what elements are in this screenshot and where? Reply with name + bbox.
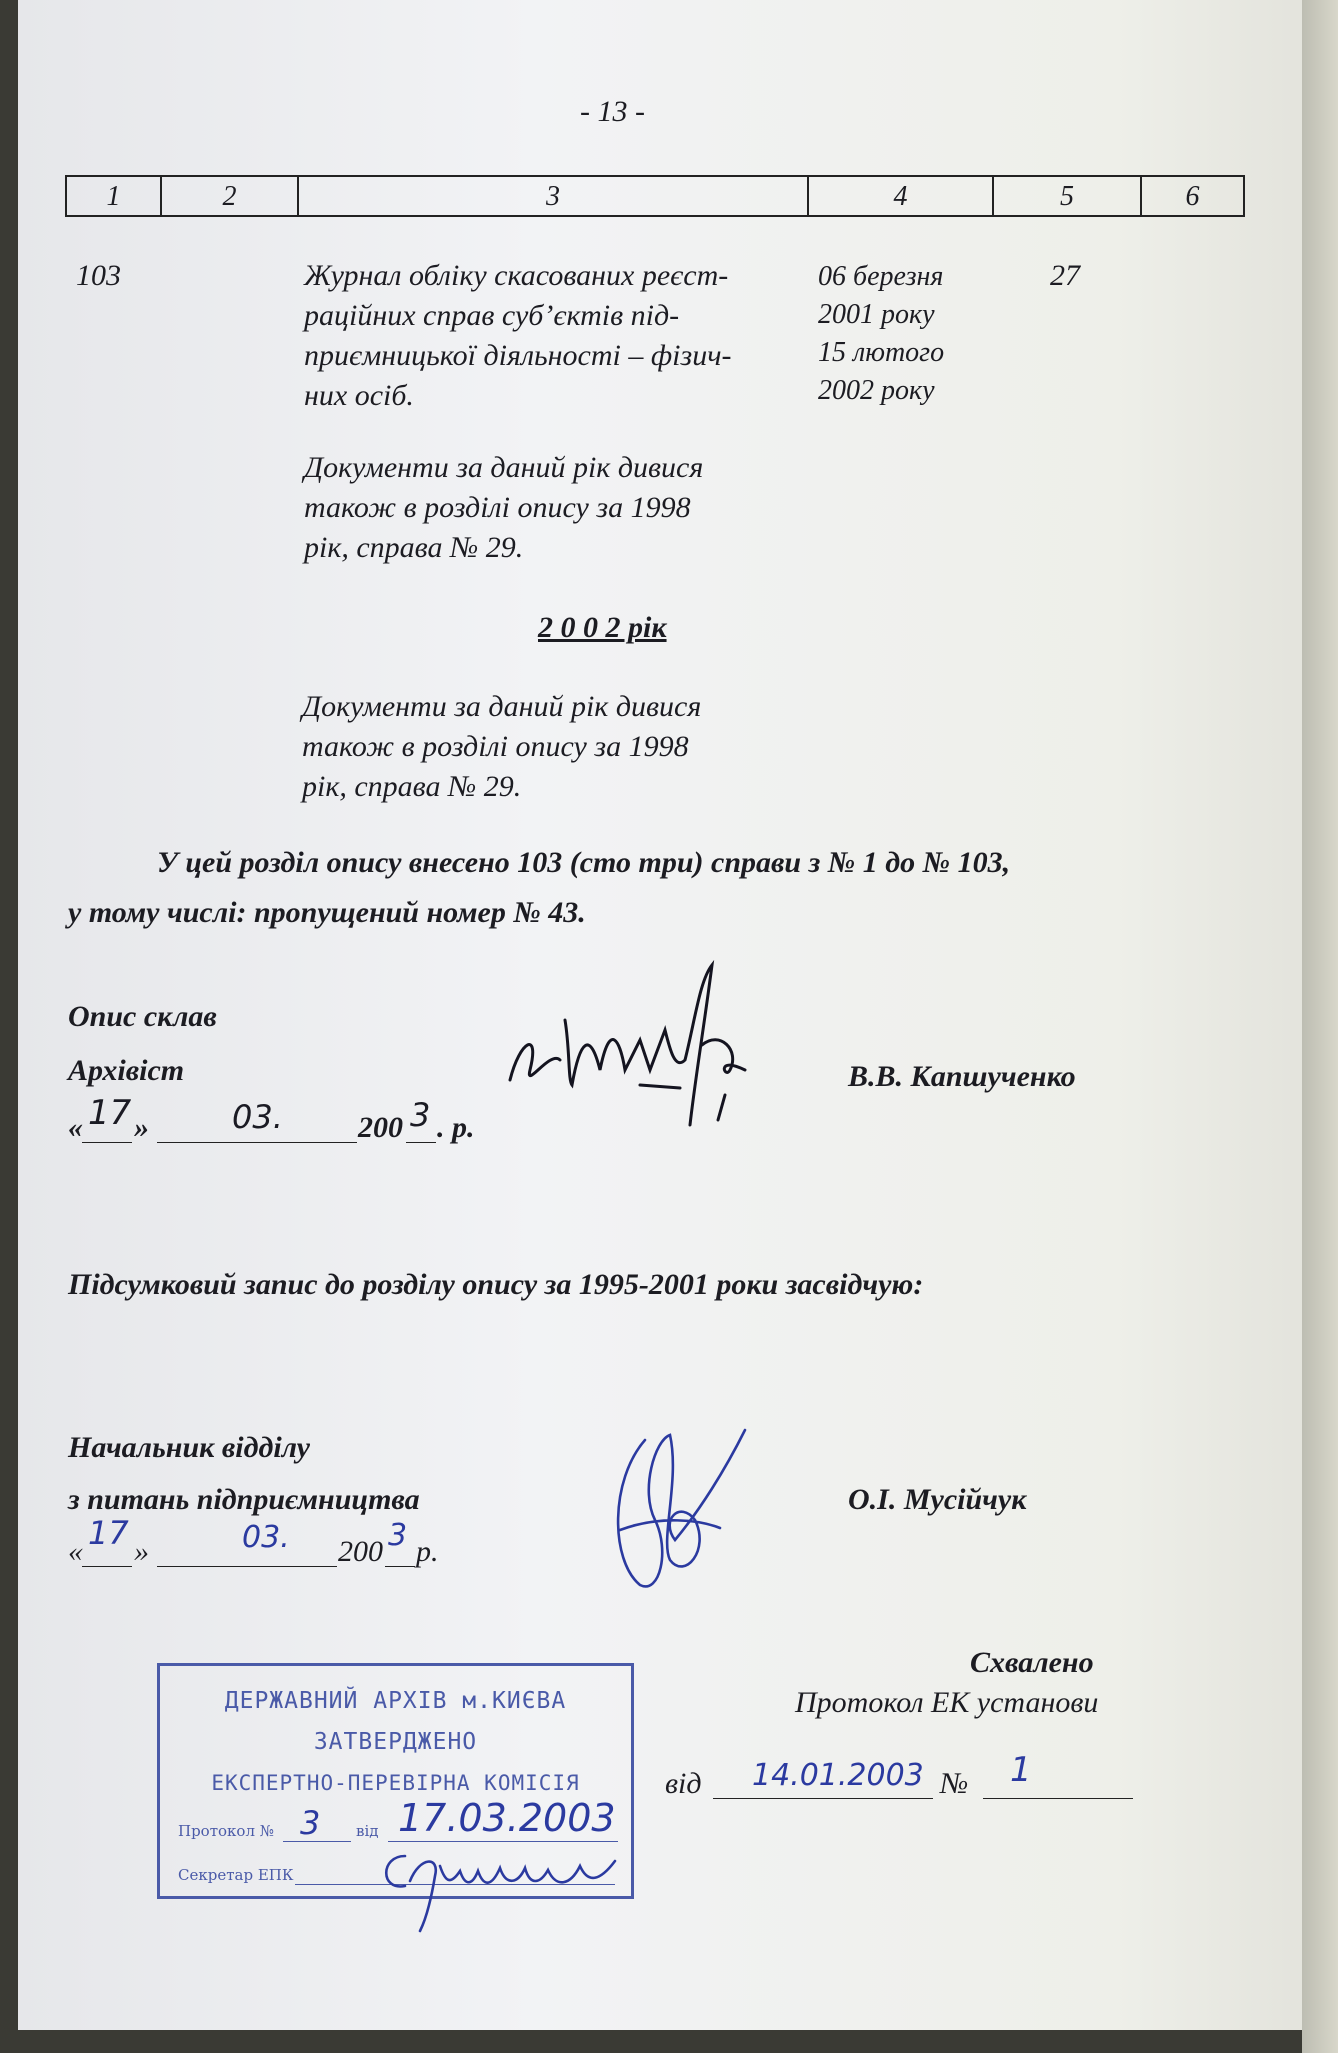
- head-date-close-quote: »: [134, 1535, 149, 1568]
- entry-date-line: 2002 року: [818, 375, 935, 406]
- approval-date: 14.01.2003: [752, 1758, 924, 1793]
- column-header-2: 2: [162, 177, 299, 215]
- approval-subtitle: Протокол ЕК установи: [795, 1686, 1099, 1719]
- approval-title: Схвалено: [970, 1646, 1094, 1679]
- day-blank-line: [82, 1566, 132, 1567]
- stamp-protocol-number: 3: [300, 1804, 321, 1842]
- stamp-secretary-label: Секретар ЕПК: [178, 1866, 294, 1884]
- compiler-date-year-digit: 3: [410, 1096, 431, 1134]
- stamp-protocol-label: Протокол №: [178, 1822, 274, 1840]
- stamp-line-2: ЗАТВЕРДЖЕНО: [313, 1729, 478, 1755]
- page-edge: [1302, 0, 1338, 2053]
- entry-title-line: Журнал обліку скасованих реєст-: [304, 259, 729, 292]
- compiler-position: Архівіст: [68, 1054, 185, 1087]
- compiler-name: В.В. Капшученко: [848, 1060, 1076, 1093]
- stamp-line-3: ЕКСПЕРТНО-ПЕРЕВІРНА КОМІСІЯ: [211, 1771, 580, 1795]
- summary-line-2: у тому числі: пропущений номер № 43.: [68, 896, 586, 929]
- head-signature: [600, 1420, 750, 1595]
- year-blank-line: [406, 1142, 436, 1143]
- stamp-secretary-signature: [360, 1836, 630, 1936]
- entry-sheet-count: 27: [1050, 259, 1080, 292]
- head-date-open-quote: «: [68, 1535, 83, 1568]
- approval-number-label: №: [940, 1767, 969, 1800]
- year-note-line: також в розділі опису за 1998: [302, 730, 689, 763]
- certification-text: Підсумковий запис до розділу опису за 1995-2001 роки засвідчую:: [68, 1268, 924, 1301]
- compiler-date-year-prefix: 200: [358, 1111, 403, 1144]
- head-name: О.І. Мусійчук: [848, 1483, 1027, 1516]
- archive-stamp: [157, 1663, 634, 1899]
- compiler-date-month: 03.: [232, 1098, 283, 1136]
- column-header-1: 1: [67, 177, 162, 215]
- year-note: [302, 687, 802, 807]
- head-position-line-2: з питань підприємництва: [68, 1483, 420, 1516]
- entry-title-line: них осіб.: [304, 379, 414, 412]
- compiler-label: Опис склав: [68, 1000, 217, 1033]
- month-blank-line: [157, 1566, 337, 1567]
- entry-number: 103: [76, 259, 121, 292]
- compiler-date-day: 17: [88, 1093, 132, 1133]
- approval-date-line: [713, 1798, 933, 1799]
- entry-note-line: також в розділі опису за 1998: [304, 491, 691, 524]
- summary-line-1: У цей розділ опису внесено 103 (сто три) справи з № 1 до № 103,: [157, 846, 1011, 879]
- year-note-line: Документи за даний рік дивися: [302, 690, 702, 723]
- column-header-6: 6: [1185, 181, 1200, 212]
- approval-from-label: від: [665, 1767, 702, 1800]
- stamp-from-label: від: [356, 1822, 379, 1840]
- year-blank-line: [385, 1566, 415, 1567]
- compiler-signature: [490, 960, 760, 1130]
- stamp-protocol-date: 17.03.2003: [398, 1796, 616, 1840]
- head-date-day: 17: [88, 1514, 129, 1552]
- month-blank-line: [157, 1142, 357, 1143]
- entry-note: [304, 448, 804, 568]
- entry-dates: [818, 258, 998, 410]
- approval-number-line: [983, 1798, 1133, 1799]
- day-blank-line: [82, 1142, 132, 1143]
- entry-note-line: Документи за даний рік дивися: [304, 451, 704, 484]
- compiler-date-open-quote: «: [68, 1111, 83, 1144]
- head-date-year-digit: 3: [388, 1518, 408, 1553]
- page-number: - 13 -: [580, 95, 645, 128]
- head-date-year-suffix: р.: [416, 1535, 439, 1568]
- entry-date-line: 15 лютого: [818, 337, 945, 368]
- year-note-line: рік, справа № 29.: [302, 770, 522, 803]
- stamp-line-1: ДЕРЖАВНИЙ АРХІВ м.КИЄВА: [224, 1688, 567, 1714]
- column-header-5: 5: [994, 177, 1142, 215]
- compiler-date-year-suffix: . р.: [437, 1111, 475, 1144]
- compiler-date-close-quote: »: [134, 1111, 149, 1144]
- head-date-year-prefix: 200: [338, 1535, 383, 1568]
- entry-date-line: 2001 року: [818, 299, 935, 330]
- head-position-line-1: Начальник відділу: [68, 1431, 310, 1464]
- column-header-table: [65, 175, 1245, 217]
- column-header-3: 3: [299, 177, 809, 215]
- year-heading: 2 0 0 2 рік: [538, 611, 667, 644]
- entry-title-line: раційних справ суб’єктів під-: [304, 299, 680, 332]
- approval-number: 1: [1010, 1750, 1032, 1790]
- head-date-month: 03.: [242, 1520, 290, 1555]
- entry-note-line: рік, справа № 29.: [304, 531, 524, 564]
- column-header-4: 4: [809, 177, 994, 215]
- entry-title: [304, 256, 804, 416]
- entry-title-line: приємницької діяльності – фізич-: [304, 339, 732, 372]
- entry-date-line: 06 березня: [818, 261, 944, 292]
